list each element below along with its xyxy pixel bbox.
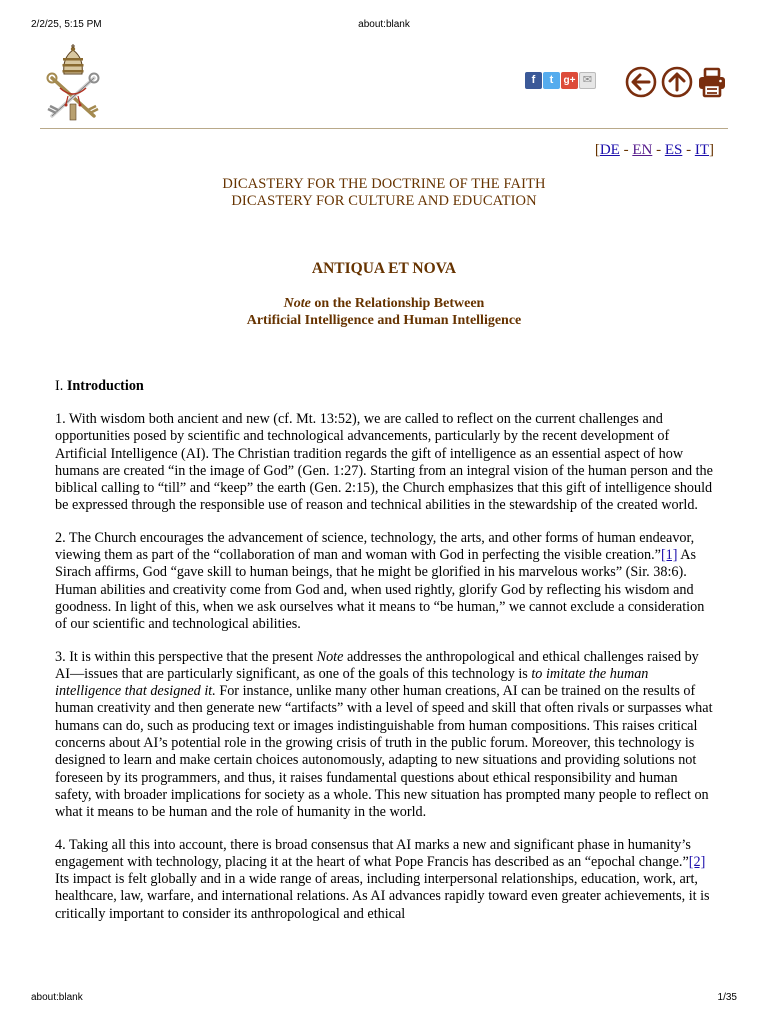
- subtitle-line1: on the Relationship Between: [310, 296, 485, 311]
- twitter-icon[interactable]: t: [543, 72, 560, 89]
- google-plus-icon[interactable]: g+: [561, 72, 578, 89]
- lang-link-es[interactable]: ES: [664, 142, 683, 158]
- lang-separator: -: [652, 142, 665, 158]
- paragraph-2: [55, 530, 715, 634]
- lang-link-en[interactable]: EN: [632, 142, 653, 158]
- social-share-bar: [525, 72, 596, 90]
- paragraph-3-text-a: 3. It is within this perspective that the present: [55, 648, 317, 665]
- paragraph-1: 1. With wisdom both ancient and new (cf. Mt. 13:52), we are called to reflect on the current challenges and opportunities posed by scientific and technological advancements, particularly by the recent development of Artificial Intelligence (AI). The Christian tradition regards the gift of intelligence as an essential aspect of how humans are created “in the image of God” (Gen. 1:27). Starting from an integral vision of the human person and the biblical calling to “till” and “keep” the earth (Gen. 2:15), the Church emphasizes that this gift of intelligence should be expressed through the responsible use of reason and technical abilities in the stewardship of the created world.: [55, 411, 713, 514]
- dicastery-doctrine: DICASTERY FOR THE DOCTRINE OF THE FAITH: [222, 176, 546, 192]
- page-nav-icons: [625, 66, 727, 103]
- back-arrow-icon[interactable]: [625, 66, 657, 103]
- header-divider: [40, 128, 728, 129]
- issuing-dicasteries: [0, 176, 768, 210]
- lang-link-de[interactable]: DE: [599, 142, 620, 158]
- printer-icon[interactable]: [697, 66, 727, 103]
- footnote-link-2[interactable]: [2]: [688, 853, 706, 870]
- up-arrow-icon[interactable]: [661, 66, 693, 103]
- lang-bracket-close: ]: [709, 142, 714, 158]
- lang-separator: -: [682, 142, 695, 158]
- dicastery-culture: DICASTERY FOR CULTURE AND EDUCATION: [231, 193, 537, 209]
- paragraph-4: [55, 837, 715, 923]
- print-url: about:blank: [358, 19, 410, 30]
- section-heading: [55, 378, 715, 395]
- paragraph-3-text-c: For instance, unlike many other human creations, AI can be trained on the results of human creativity and then generate new “artifacts” with a level of speed and skill that often rivals or surpasses what humans can do, such as producing text or images indistinguishable from human compositions. This raises critical concerns about AI’s potential role in the growing crisis of truth in the public forum. Moreover, this technology is designed to learn and make certain choices autonomously, adapting to new situations and providing solutions not foreseen by its programmers, and thus, it raises fundamental questions about ethical responsibility and human safety, with broader implications for society as a whole. This new situation has prompted many people to reflect on what it means to be human and the role of humanity in the world.: [55, 683, 713, 821]
- lang-bracket-open: [: [594, 142, 600, 158]
- subtitle-line2: Artificial Intelligence and Human Intelligence: [246, 313, 522, 328]
- section-name: Introduction: [66, 378, 144, 394]
- facebook-icon[interactable]: f: [525, 72, 542, 89]
- footer-url: about:blank: [31, 992, 83, 1003]
- document-body: [55, 378, 715, 938]
- section-number: I.: [55, 378, 67, 394]
- print-header: [31, 19, 737, 33]
- subtitle-note-word: Note: [283, 296, 311, 311]
- paragraph-4-text-b: Its impact is felt globally and in a wide range of areas, including interpersonal relationships, education, work, art, healthcare, law, warfare, and international relations. As AI advances rapidly toward even greater achievements, it is critically important to consider its anthropological and ethical: [55, 871, 710, 922]
- paragraph-3-text-b: addresses the anthropological and ethical challenges raised by AI—issues that are particularly significant, as one of the goals of this technology is: [55, 648, 699, 682]
- paragraph-3-note-word: Note: [316, 648, 344, 665]
- page-counter: 1/35: [717, 992, 737, 1003]
- paragraph-3-italic: to imitate the human intelligence that designed it.: [55, 665, 649, 700]
- paragraph-3: [55, 649, 715, 822]
- paragraph-4-text-a: 4. Taking all this into account, there is broad consensus that AI marks a new and significant phase in humanity’s engagement with technology, placing it at the heart of what Pope Francis has described as an “epochal change.”: [55, 836, 691, 870]
- paragraph-2-text-b: As Sirach affirms, God “gave skill to human beings, that he might be glorified in his marvelous works” (Sir. 38:6). Human abilities and creativity come from God and, when used rightly, glorify God by reflecting his wisdom and goodness. In light of this, when we ask ourselves what it means to “be human,” we cannot exclude a consideration of our scientific and technological abilities.: [55, 547, 705, 633]
- document-title: ANTIQUA ET NOVA: [311, 260, 457, 277]
- footnote-link-1[interactable]: [1]: [660, 547, 678, 564]
- print-date: 2/2/25, 5:15 PM: [31, 19, 102, 30]
- language-switcher: [595, 142, 714, 159]
- papal-coat-of-arms-icon[interactable]: [40, 44, 106, 122]
- document-subtitle: [0, 295, 768, 329]
- lang-link-it[interactable]: IT: [694, 142, 709, 158]
- paragraph-2-text-a: 2. The Church encourages the advancement of science, technology, the arts, and other forms of human endeavor, viewing them as part of the “collaboration of man and woman with God in perfecting the visible creation.”: [55, 529, 695, 564]
- email-icon[interactable]: ✉: [579, 72, 596, 89]
- print-footer: [31, 992, 737, 1006]
- lang-separator: -: [619, 142, 633, 158]
